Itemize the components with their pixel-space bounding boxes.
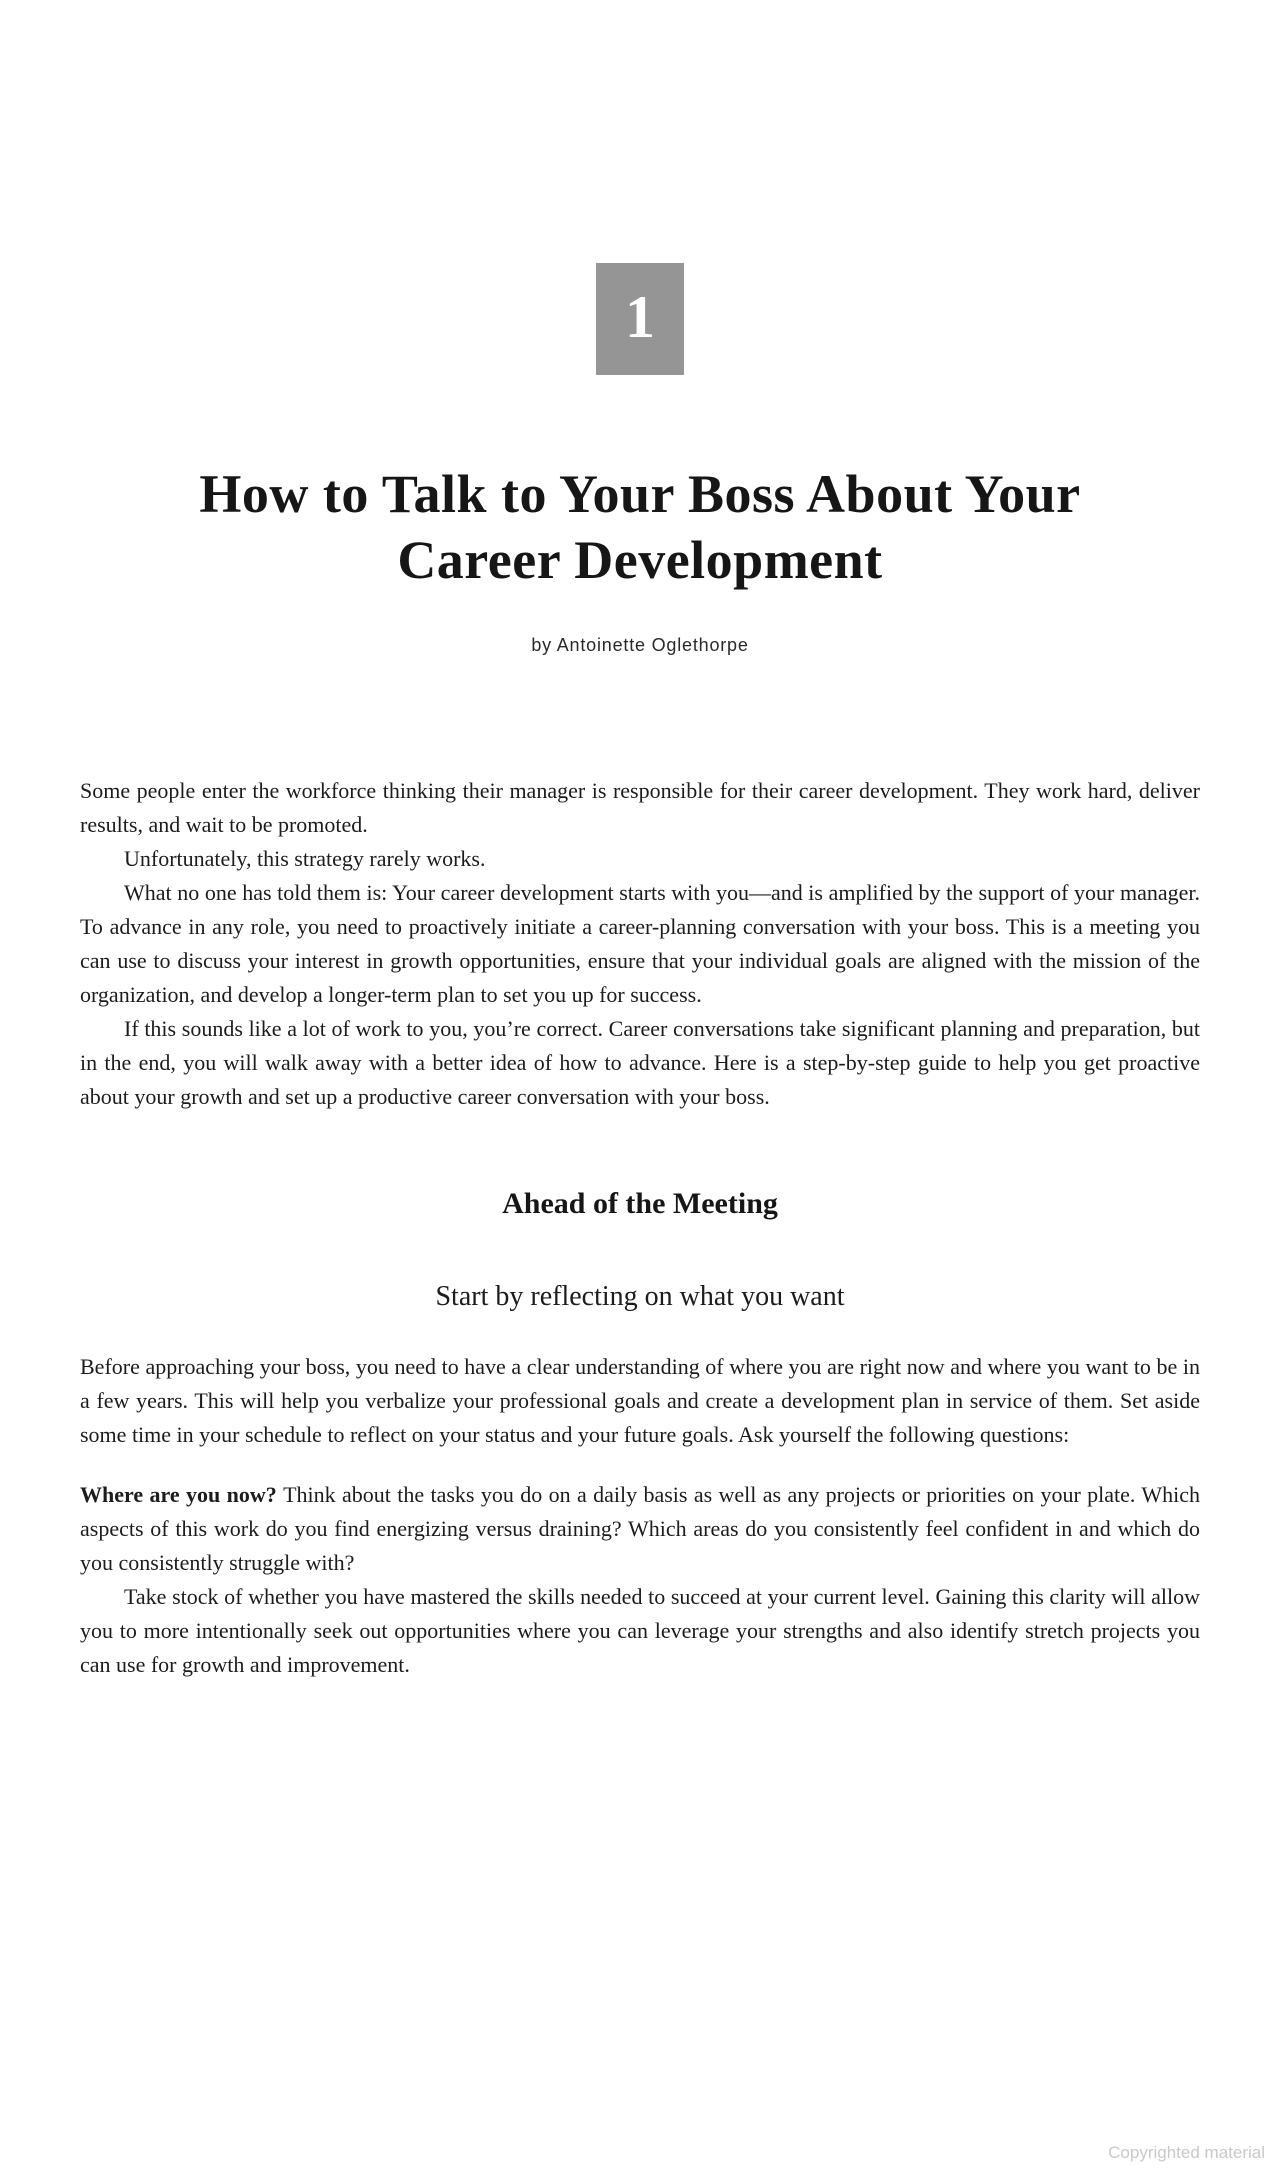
- paragraph: Some people enter the workforce thinking their manager is responsible for their career development. They work hard, deliver results, and wait to be promoted.: [80, 778, 1200, 837]
- section-heading: Ahead of the Meeting: [502, 1187, 778, 1220]
- paragraph: What no one has told them is: Your career development starts with you—and is amplified by the support of your manager. To advance in any role, you need to proactively initiate a career-planning conversation with your boss. This is a meeting you can use to discuss your interest in growth opportunities, ensure that your individual goals are aligned with the mission of the organization, and develop a longer-term plan to set you up for success.: [80, 880, 1200, 1007]
- section-paragraphs: [80, 1350, 1200, 1682]
- paragraph-lead: Where are you now?: [80, 1481, 284, 1507]
- intro-paragraphs: [80, 774, 1200, 1114]
- paragraph: Before approaching your boss, you need to have a clear understanding of where you are right now and where you want to be in a few years. This will help you verbalize your professional goals and create a development plan in service of them. Set aside some time in your schedule to reflect on your status and your future goals. Ask yourself the following questions:: [80, 1353, 1200, 1447]
- paragraph: Take stock of whether you have mastered the skills needed to succeed at your current level. Gaining this clarity will allow you to more intentionally seek out opportunities where you can leverage your strengths and also identify stretch projects you can use for growth and improvement.: [80, 1583, 1200, 1677]
- article-body: [80, 774, 1200, 1682]
- chapter-title-line1: How to Talk to Your Boss About Your: [199, 464, 1081, 524]
- paragraph: Where are you now? Think about the tasks you do on a daily basis as well as any projects or priorities on your plate. Which aspects of this work do you find energizing versus draining? Which areas do you consistently feel confident in and which do you consistently struggle with?: [80, 1481, 1200, 1575]
- byline: by Antoinette Oglethorpe: [531, 635, 749, 655]
- chapter-number: 1: [625, 284, 655, 350]
- paragraph: Unfortunately, this strategy rarely works.: [124, 846, 486, 871]
- chapter-number-box: [596, 263, 684, 375]
- book-page: [0, 263, 1280, 2181]
- chapter-title: [80, 461, 1200, 593]
- paragraph: If this sounds like a lot of work to you, you’re correct. Career conversations take significant planning and preparation, but in the end, you will walk away with a better idea of how to advance. Here is a step-by-step guide to help you get proactive about your growth and set up a productive career conversation with your boss.: [80, 1016, 1200, 1109]
- copyright-watermark: Copyrighted material: [1108, 2143, 1265, 2162]
- chapter-title-line2: Career Development: [397, 530, 883, 590]
- subsection-heading: Start by reflecting on what you want: [435, 1281, 845, 1312]
